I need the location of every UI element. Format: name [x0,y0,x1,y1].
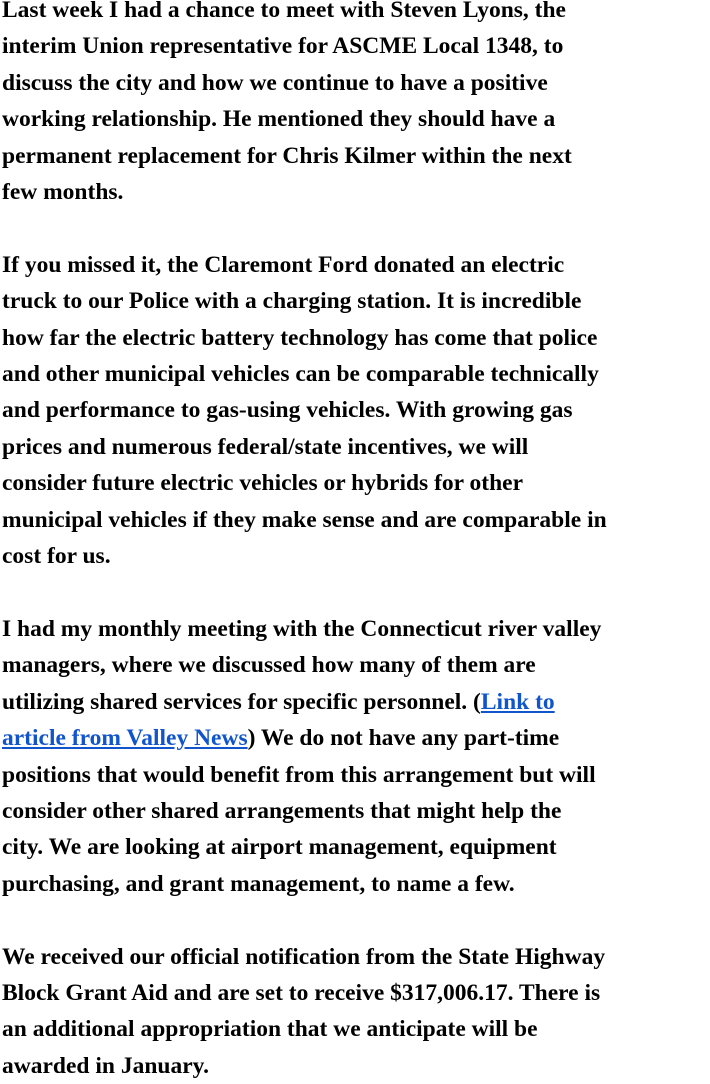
text-line: If you missed it, the Claremont Ford donated an electric [2,251,565,278]
text-line: municipal vehicles if they make sense and are comparable in [2,506,607,533]
text-line: managers, where we discussed how many of them are [2,652,536,679]
text-line: working relationship. He mentioned they should have a [2,106,556,133]
text-line: discuss the city and how we continue to have a positive [2,69,548,96]
text-line-with-link [2,720,710,756]
text-line: truck to our Police with a charging station. It is incredible [2,288,582,315]
text-line: interim Union representative for ASCME Local 1348, to [2,33,564,60]
text-line: permanent replacement for Chris Kilmer within the next [2,142,572,169]
text-line: purchasing, and grant management, to name a few. [2,870,515,897]
paragraph-electric-truck [2,247,710,575]
text-line: and other municipal vehicles can be comparable technically [2,361,599,388]
text-line: how far the electric battery technology has come that police [2,324,598,351]
text-line: prices and numerous federal/state incentives, we will [2,433,529,460]
text-line: an additional appropriation that we anticipate will be [2,1016,538,1043]
paragraph-valley-managers [2,611,710,902]
after-link-text: ) We do not have any part-time [247,725,560,752]
text-line: Block Grant Aid and are set to receive $317,006.17. There is [2,979,601,1006]
paragraph-highway-grant [2,939,710,1084]
text-line: consider future electric vehicles or hybrids for other [2,470,524,497]
text-line: and performance to gas-using vehicles. With growing gas [2,397,573,424]
valley-news-article-link-continued[interactable]: article from Valley News [2,725,248,752]
text-line: I had my monthly meeting with the Connecticut river valley [2,615,602,642]
text-line: city. We are looking at airport management, equipment [2,834,557,861]
text-line: consider other shared arrangements that might help the [2,797,562,824]
paragraph-union-meeting [2,0,710,210]
text-line: We received our official notification from the State Highway [2,943,606,970]
text-line: Last week I had a chance to meet with Steven Lyons, the [2,0,566,23]
link-prefix-text: utilizing shared services for specific personnel. ( [2,688,481,715]
valley-news-article-link[interactable]: Link to [480,688,555,715]
text-line: positions that would benefit from this arrangement but will [2,761,596,788]
text-line: few months. [2,179,124,206]
text-line: awarded in January. [2,1052,209,1079]
text-line-with-link [2,684,710,720]
text-line: cost for us. [2,543,111,570]
